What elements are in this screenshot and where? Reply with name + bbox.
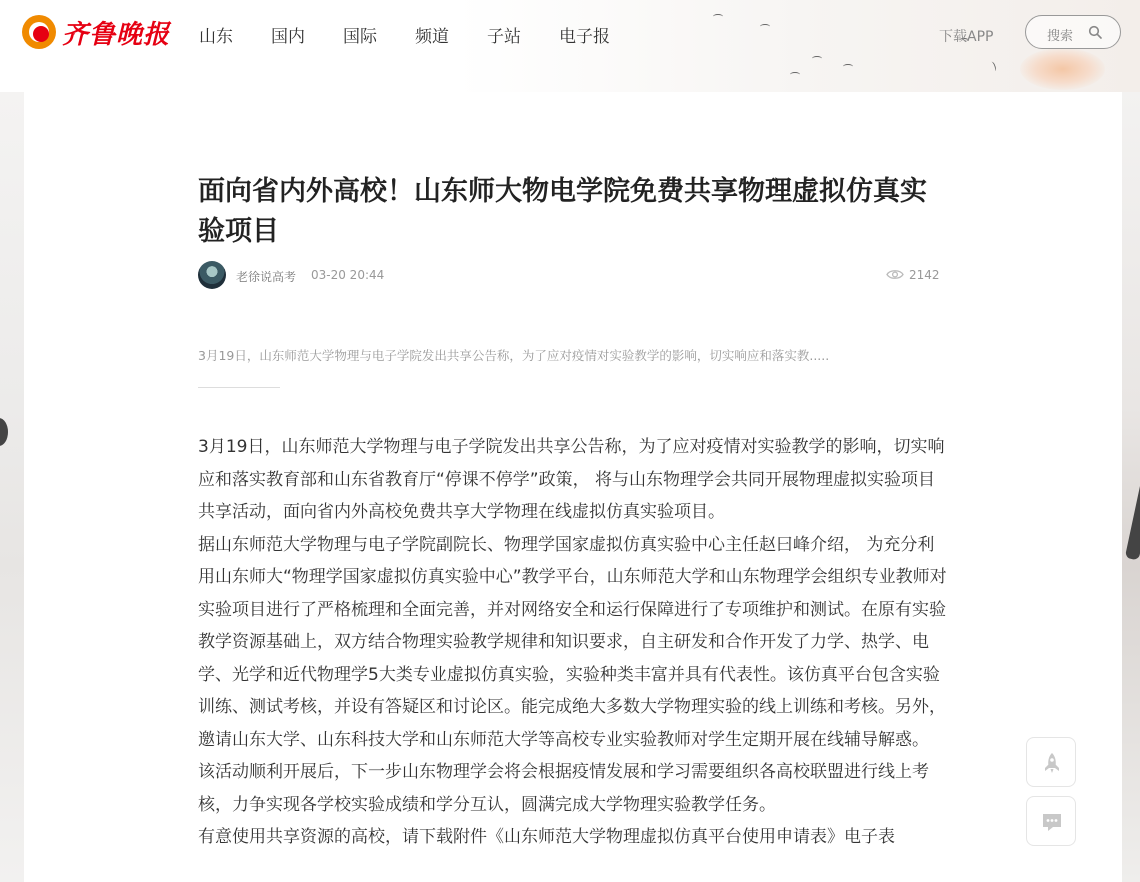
bird-decoration	[760, 24, 770, 29]
search-box[interactable]	[1025, 15, 1121, 49]
bird-decoration	[812, 56, 822, 61]
article-paragraph: 3月19日，山东师范大学物理与电子学院发出共享公告称，为了应对疫情对实验教学的影响，切实响应和落实教育部和山东省教育厅“停课不停学”政策， 将与山东物理学会共同开展物理虚拟实验项目共享活动，面向省内外高校免费共享大学物理在线虚拟仿真实验项目。	[198, 437, 945, 522]
article-paragraph: 据山东师范大学物理与电子学院副院长、物理学国家虚拟仿真实验中心主任赵曰峰介绍， 为充分利用山东师大“物理学国家虚拟仿真实验中心”教学平台，山东师范大学和山东物理学会组织专业教师对实验项目进行了严格梳理和全面完善，并对网络安全和运行保障进行了专项维护和测试。在原有实验教学资源基础上，双方结合物理实验教学规律和知识要求，自主研发和合作开发了力学、热学、电学、光学和近代物理学5大类专业虚拟仿真实验，实验种类丰富并具有代表性。该仿真平台包含实验训练、测试考核，并设有答疑区和讨论区。能完成绝大多数大学物理实验的线上训练和考核。另外，邀请山东大学、山东科技大学和山东师范大学等高校专业实验教师对学生定期开展在线辅导解惑。	[198, 534, 947, 750]
summary-divider	[198, 387, 280, 388]
view-count: 2142	[909, 268, 940, 282]
bird-decoration	[843, 64, 853, 69]
search-icon[interactable]	[1088, 25, 1102, 39]
nav-item-epaper[interactable]: 电子报	[559, 27, 610, 47]
nav-item-substations[interactable]: 子站	[487, 27, 521, 47]
nav-item-channels[interactable]: 频道	[415, 27, 449, 47]
sun-decoration	[1020, 48, 1105, 90]
search-placeholder: 搜索	[1047, 29, 1074, 44]
comment-icon	[1040, 810, 1064, 834]
eye-icon	[886, 268, 904, 281]
author-avatar[interactable]	[198, 261, 226, 289]
back-to-top-button[interactable]	[1026, 737, 1076, 787]
site-logo[interactable]	[22, 14, 170, 50]
nav-item-domestic[interactable]: 国内	[271, 27, 305, 47]
logo-text: 齐鲁晚报	[62, 19, 171, 50]
main-nav	[199, 22, 648, 47]
article-paragraph: 有意使用共享资源的高校，请下载附件《山东师范大学物理虚拟仿真平台使用申请表》电子表	[198, 827, 895, 847]
article-title: 面向省内外高校！山东师大物电学院免费共享物理虚拟仿真实验项目	[198, 176, 927, 247]
bird-decoration	[790, 72, 800, 77]
author-name[interactable]: 老徐说高考	[236, 270, 297, 284]
site-header	[0, 0, 1140, 92]
article-summary: 3月19日，山东师范大学物理与电子学院发出共享公告称，为了应对疫情对实验教学的影响，切实响应和落实教.....	[198, 348, 830, 363]
article-paragraph: 该活动顺利开展后，下一步山东物理学会将会根据疫情发展和学习需要组织各高校联盟进行线上考核，力争实现各学校实验成绩和学分互认，圆满完成大学物理实验教学任务。	[198, 762, 929, 815]
bird-decoration	[989, 61, 997, 72]
article-body	[198, 431, 948, 854]
background-left-decoration	[0, 90, 24, 882]
bird-decoration	[713, 14, 723, 19]
nav-item-shandong[interactable]: 山东	[199, 27, 233, 47]
download-app-link[interactable]: 下载APP	[939, 29, 994, 45]
comment-button[interactable]	[1026, 796, 1076, 846]
nav-item-international[interactable]: 国际	[343, 27, 377, 47]
rocket-icon	[1040, 751, 1064, 775]
publish-date: 03-20 20:44	[311, 268, 385, 282]
logo-emblem-icon	[22, 15, 56, 49]
background-right-decoration	[1122, 90, 1140, 882]
